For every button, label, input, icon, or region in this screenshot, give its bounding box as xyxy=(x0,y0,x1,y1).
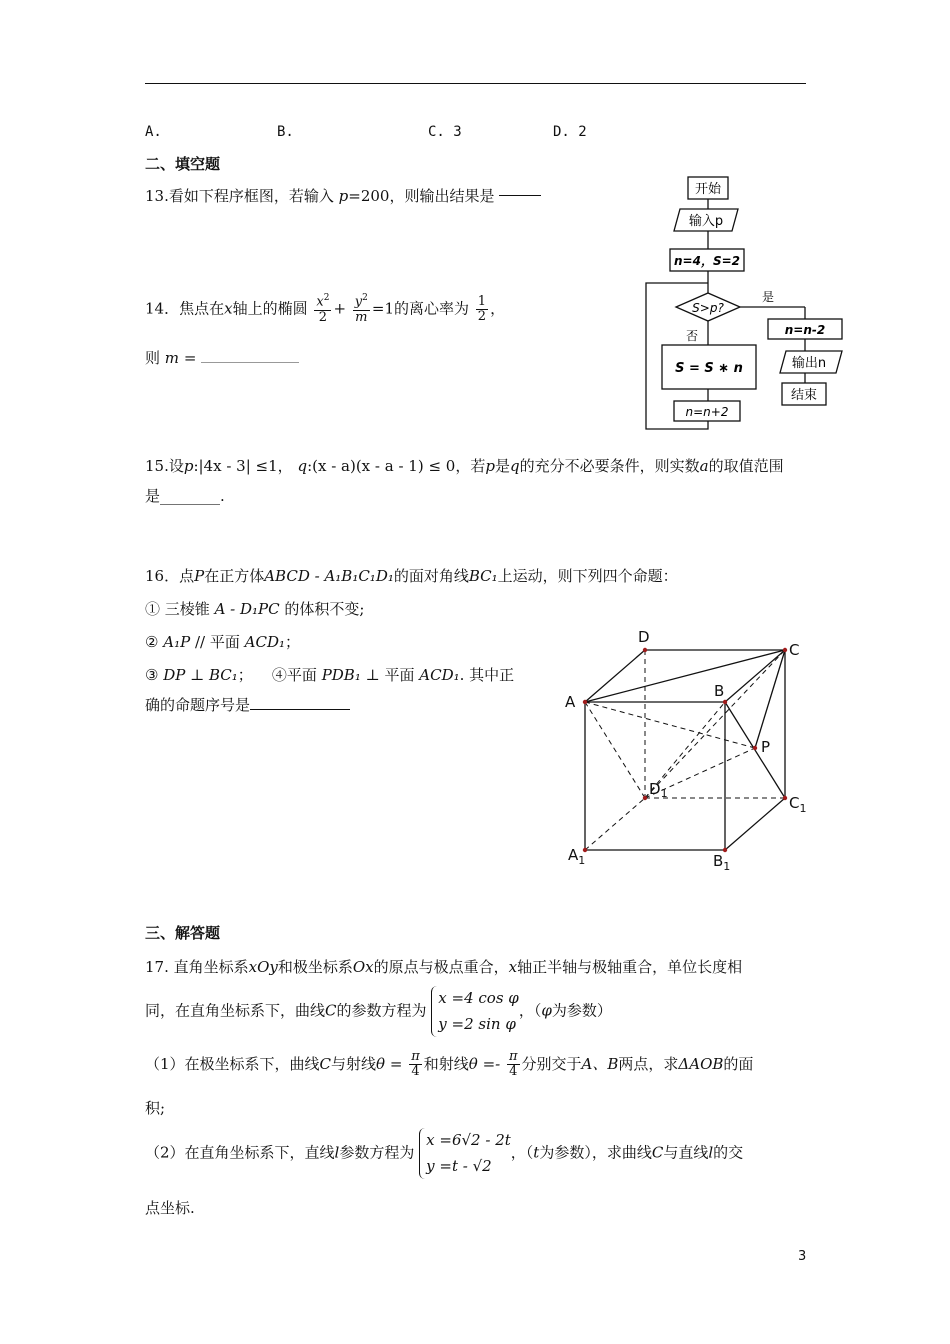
flow-start: 开始 xyxy=(694,182,722,197)
label-B: B xyxy=(714,682,725,700)
flow-output: 输出n xyxy=(791,356,827,371)
question-16-prop2: ② A₁P // 平面 ACD₁； xyxy=(145,633,301,651)
label-C1: $C_1$ xyxy=(789,794,807,815)
question-15-line2: 是________. xyxy=(145,487,225,505)
question-14-line2: 则 m = xyxy=(145,347,299,368)
question-17-part2: （2）在直角坐标系下，直线l参数方程为 x =6√2 - 2t y =t - √2，（t为参数），求曲线C与直线l的交 xyxy=(145,1128,743,1179)
flow-no: 否 xyxy=(685,329,699,343)
question-16-prop1: ① 三棱锥 A - D₁PC 的体积不变; xyxy=(145,600,365,618)
label-D1: $D_1$ xyxy=(649,780,668,800)
section-fill-in: 二、填空题 xyxy=(145,155,221,173)
choice-b: B. xyxy=(277,124,294,140)
flow-end: 结束 xyxy=(790,388,818,403)
question-13: 13.看如下程序框图，若输入 p=200，则输出结果是 xyxy=(145,185,541,206)
label-A: A xyxy=(565,693,576,711)
question-14: 14．焦点在x轴上的椭圆 $\frac{x^2}{2}$ + $\frac{y^2}{m}$ =1的离心率为 $\frac{1}{2}$ ， xyxy=(145,293,506,325)
question-16-prop34: ③ DP ⊥ BC₁； ④平面 PDB₁ ⊥ 平面 ACD₁. 其中正 xyxy=(145,666,515,684)
question-17-part1-line2: 积; xyxy=(145,1099,166,1117)
question-17-line2: 同，在直角坐标系下，曲线C的参数方程为 x =4 cos φ y =2 sin φ，（φ为参数） xyxy=(145,986,612,1037)
question-16-last: 确的命题序号是 xyxy=(145,694,350,715)
page-number: 3 xyxy=(798,1249,807,1264)
header-rule xyxy=(145,83,806,84)
flow-init: n=4，S=2 xyxy=(674,254,740,268)
question-17-part2-line2: 点坐标. xyxy=(145,1199,195,1217)
flow-yes: 是 xyxy=(761,290,775,304)
choice-c: C. 3 xyxy=(428,124,462,140)
flow-inc-box: n=n+2 xyxy=(685,405,729,419)
label-D: D xyxy=(638,628,650,646)
section-solutions: 三、解答题 xyxy=(145,924,221,942)
label-A1: $A_1$ xyxy=(568,846,586,867)
flowchart xyxy=(640,175,850,440)
label-B1: $B_1$ xyxy=(713,852,731,873)
question-15: 15.设p:|4x - 3| ≤1， q:(x - a)(x - a - 1) ≤ 0，若p是q的充分不必要条件，则实数a的取值范围 xyxy=(145,457,784,475)
flow-loop-box: S = S ∗ n xyxy=(675,361,743,376)
label-C: C xyxy=(789,641,800,659)
choice-d: D. 2 xyxy=(553,124,587,140)
flow-input: 输入p xyxy=(688,214,724,229)
choice-a: A. xyxy=(145,124,162,140)
flow-yes-box: n=n-2 xyxy=(784,323,826,337)
question-17: 17. 直角坐标系xOy和极坐标系Ox的原点与极点重合，x轴正半轴与极轴重合，单位长度相 xyxy=(145,958,743,976)
cube-diagram xyxy=(560,630,820,880)
label-P: P xyxy=(761,738,771,756)
question-16: 16．点P在正方体ABCD - A₁B₁C₁D₁的面对角线BC₁上运动，则下列四个命题： xyxy=(145,567,678,585)
flow-cond: S>p? xyxy=(692,301,724,315)
question-17-part1: （1）在极坐标系下，曲线C与射线θ = $\frac{\pi}{4}$ 和射线θ =- $\frac{\pi}{4}$ 分别交于A、B两点，求ΔAOB的面 xyxy=(145,1049,754,1080)
